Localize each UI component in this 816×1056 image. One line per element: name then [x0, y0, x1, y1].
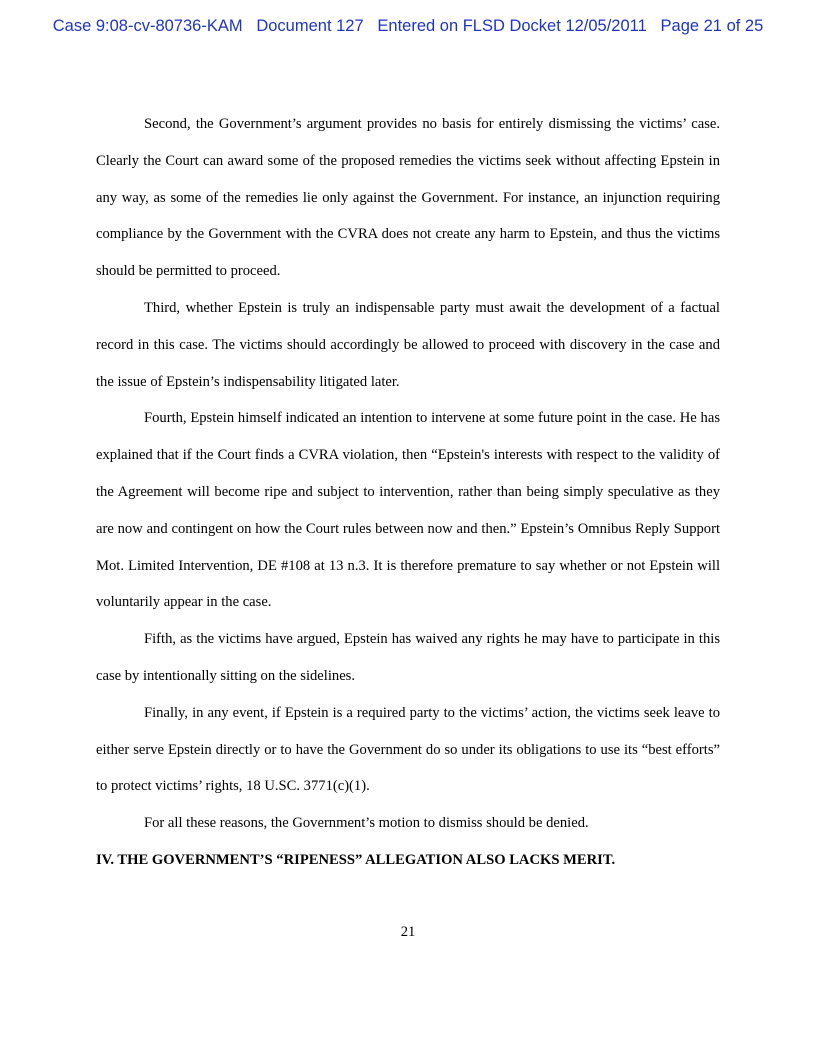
paragraph-fifth: Fifth, as the victims have argued, Epstein has waived any rights he may have to participate in this case by intentionally sitting on the sidelines. [96, 631, 720, 684]
paragraph-third: Third, whether Epstein is truly an indispensable party must await the development of a factual record in this case. The victims should accordingly be allowed to proceed with discovery in the case and the issue of Epstein’s indispensability litigated later. [96, 299, 720, 390]
paragraph-second: Second, the Government’s argument provides no basis for entirely dismissing the victims’ case. Clearly the Court can award some of the proposed remedies the victims seek without affecting Epstein in any way, as some of the remedies lie only against the Government. For instance, an injunction requiring compliance by the Government with the CVRA does not create any harm to Epstein, and thus the victims should be permitted to proceed. [96, 116, 720, 280]
page-number: 21 [400, 924, 416, 940]
section-heading: IV. THE GOVERNMENT’S “RIPENESS” ALLEGATION ALSO LACKS MERIT. [96, 851, 616, 868]
docket-header: Case 9:08-cv-80736-KAM Document 127 Entered on FLSD Docket 12/05/2011 Page 21 of 25 [52, 17, 764, 35]
paragraph-conclusion: For all these reasons, the Government’s motion to dismiss should be denied. [144, 815, 589, 832]
paragraph-fourth: Fourth, Epstein himself indicated an intention to intervene at some future point in the case. He has explained that if the Court finds a CVRA violation, then “Epstein's interests with respect to the validity of the Agreement will become ripe and subject to intervention, rather than being simply speculative as they are now and contingent on how the Court rules between now and then.” Epstein’s Omnibus Reply Support Mot. Limited Intervention, DE #108 at 13 n.3. It is therefore premature to say whether or not Epstein will voluntarily appear in the case. [96, 410, 720, 611]
document-body [96, 106, 720, 879]
paragraph-finally: Finally, in any event, if Epstein is a required party to the victims’ action, the victims seek leave to either serve Epstein directly or to have the Government do so under its obligations to use its “best efforts” to protect victims’ rights, 18 U.SC. 3771(c)(1). [96, 704, 720, 795]
